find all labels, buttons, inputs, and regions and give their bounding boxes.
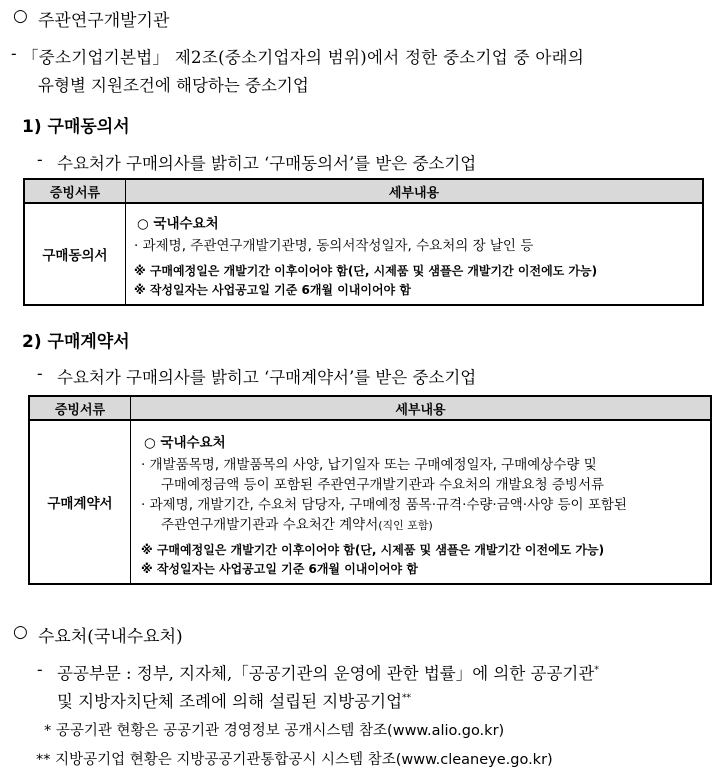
- dash-marker: -: [37, 150, 43, 169]
- column-header: 세부내용: [126, 179, 704, 203]
- section-marker: ○: [13, 6, 28, 26]
- column-header: 세부내용: [131, 396, 712, 420]
- section-title: 주관연구개발기관: [38, 11, 170, 31]
- column-header: 증빙서류: [29, 396, 131, 420]
- dash-marker: -: [11, 44, 17, 63]
- dash-marker: -: [37, 660, 43, 679]
- bullet-item: · 과제명, 주관연구개발기관명, 동의서작성일자, 수요처의 장 날인 등: [134, 238, 534, 254]
- bullet-item: · 과제명, 개발기간, 수요처 담당자, 구매예정 품목·규격·수량·금액·사양 등이 포함된: [141, 497, 627, 513]
- detail-cell: [126, 203, 704, 305]
- type2-description: 수요처가 구매의사를 밝히고 ‘구매계약서’를 받은 중소기업: [57, 368, 477, 387]
- note-item: ※ 작성일자는 사업공고일 기준 6개월 이내이어야 함: [141, 562, 418, 576]
- footnote: ** 지방공기업 현황은 지방공공기관통합공시 시스템 참조(www.cleaneye.go.kr): [36, 752, 553, 768]
- bullet-item: · 개발품목명, 개발품목의 사양, 납기일자 또는 구매예정일자, 구매예상수량 및: [141, 457, 597, 473]
- footnote: * 공공기관 현황은 공공기관 경영정보 공개시스템 참조(www.alio.go.kr): [44, 723, 505, 739]
- section-title: 수요처(국내수요처): [38, 627, 183, 647]
- section-description-line1: 「중소기업기본법」 제2조(중소기업자의 범위)에서 정한 중소기업 중 아래의: [22, 48, 585, 67]
- item-title: ○ 국내수요처: [137, 216, 219, 232]
- note-item: ※ 작성일자는 사업공고일 기준 6개월 이내이어야 함: [134, 283, 411, 297]
- type2-heading: 2) 구매계약서: [22, 332, 130, 352]
- dash-marker: -: [37, 364, 43, 383]
- type1-description: 수요처가 구매의사를 밝히고 ‘구매동의서’를 받은 중소기업: [57, 154, 477, 173]
- row-label: 구매계약서: [29, 420, 131, 584]
- demand-definition-line1: 공공부문 : 정부, 지자체,「공공기관의 운영에 관한 법률」에 의한 공공기관*: [57, 664, 599, 683]
- note-item: ※ 구매예정일은 개발기간 이후이어야 함(단, 시제품 및 샘플은 개발기간 이전에도 가능): [141, 543, 605, 557]
- footnote-marker: **: [402, 693, 412, 704]
- footnote-marker: *: [594, 665, 599, 676]
- seal-note: (직인 포함): [378, 519, 433, 532]
- section-description-line2: 유형별 지원조건에 해당하는 중소기업: [38, 76, 309, 95]
- type1-heading: 1) 구매동의서: [22, 117, 130, 137]
- evidence-table-2: [28, 395, 712, 585]
- bullet-item-continued: 주관연구개발기관과 수요처간 계약서(직인 포함): [161, 517, 433, 533]
- note-item: ※ 구매예정일은 개발기간 이후이어야 함(단, 시제품 및 샘플은 개발기간 이전에도 가능): [134, 264, 598, 278]
- section-marker: ○: [13, 622, 28, 642]
- column-header: 증빙서류: [24, 179, 126, 203]
- row-label: 구매동의서: [24, 203, 126, 305]
- evidence-table-1: [23, 178, 704, 306]
- item-title: ○ 국내수요처: [144, 435, 226, 451]
- detail-cell: [131, 420, 712, 584]
- bullet-item-continued: 구매예정금액 등이 포함된 주관연구개발기관과 수요처의 개발요청 증빙서류: [161, 477, 605, 493]
- demand-definition-line2: 및 지방자치단체 조례에 의해 설립된 지방공기업**: [57, 692, 412, 711]
